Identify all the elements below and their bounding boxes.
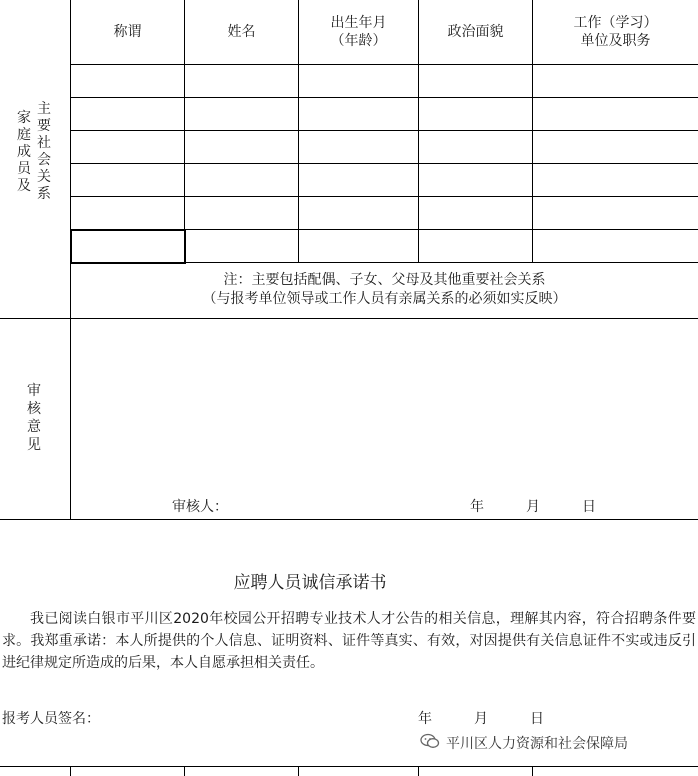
- wechat-icon: [420, 733, 440, 753]
- header-title: 称谓: [113, 24, 142, 40]
- pledge-day: 日: [530, 711, 544, 727]
- row-label-family: 家 庭 成 员 及: [17, 110, 31, 194]
- pledge-year: 年: [418, 711, 432, 727]
- header-name: 姓名: [227, 24, 256, 40]
- next-page-border: [0, 766, 698, 767]
- header-work: 工作（学习） 单位及职务: [573, 15, 658, 49]
- pledge-month: 月: [474, 711, 488, 727]
- header-birth: 出生年月 （年龄）: [330, 15, 387, 49]
- table-note-2: （与报考单位领导或工作人员有亲属关系的必须如实反映）: [202, 291, 567, 307]
- pledge-title: 应聘人员诚信承诺书: [233, 573, 387, 593]
- review-label: 审 核 意 见: [27, 383, 41, 453]
- table-note-1: 注：主要包括配偶、子女、父母及其他重要社会关系: [223, 272, 546, 288]
- selected-cell[interactable]: [70, 229, 186, 264]
- header-politics: 政治面貌: [447, 24, 504, 40]
- signature-label: 报考人员签名：: [2, 711, 100, 727]
- watermark-text: 平川区人力资源和社会保障局: [446, 736, 628, 752]
- reviewer-label: 审核人：: [172, 499, 228, 515]
- review-year: 年: [470, 499, 484, 515]
- watermark: [420, 733, 628, 753]
- pledge-body: 我已阅读白银市平川区2020年校园公开招聘专业技术人才公告的相关信息，理解其内容，符合招聘条件要求。我郑重承诺：本人所提供的个人信息、证明资料、证件等真实、有效，对因提供有关信息证件不实或违反引进纪律规定所造成的后果，本人自愿承担相关责任。: [2, 611, 696, 671]
- review-month: 月: [526, 499, 540, 515]
- review-day: 日: [582, 499, 596, 515]
- row-label-social: 主 要 社 会 关 系: [37, 101, 51, 202]
